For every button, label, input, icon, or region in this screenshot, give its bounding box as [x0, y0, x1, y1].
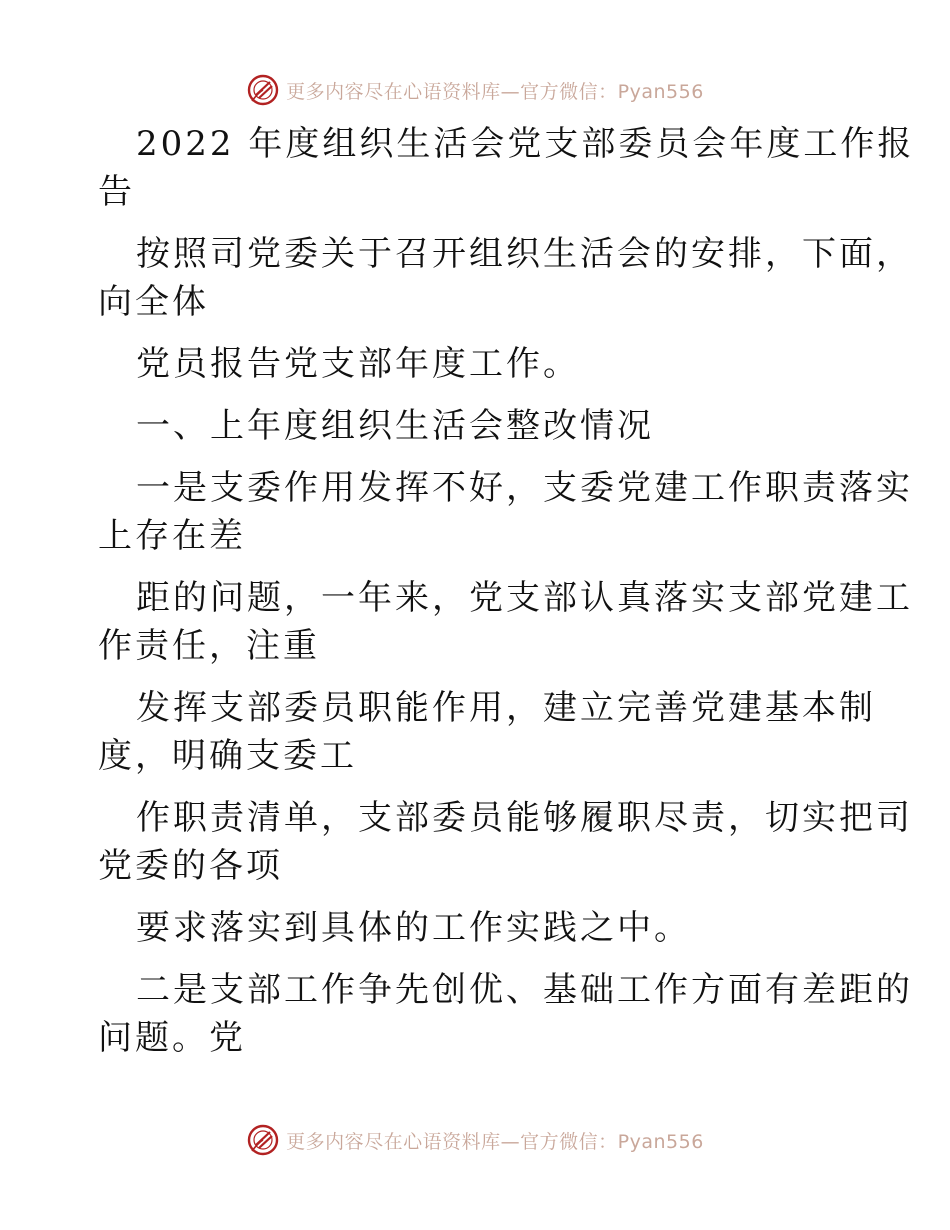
watermark-text: 更多内容尽在心语资料库—官方微信：Pyan556 [286, 80, 704, 103]
text-line: 2022 年度组织生活会党支部委员会年度工作报 [136, 124, 915, 164]
watermark-text: 更多内容尽在心语资料库—官方微信：Pyan556 [286, 1130, 704, 1153]
text-line: 二是支部工作争先创优、基础工作方面有差距的 [136, 970, 913, 1010]
text-line: 发挥支部委员职能作用，建立完善党建基本制 [136, 688, 876, 728]
text-line: 按照司党委关于召开组织生活会的安排，下面， [136, 234, 913, 274]
text-line: 距的问题，一年来，党支部认真落实支部党建工 [136, 578, 913, 618]
footer-watermark [246, 1123, 704, 1157]
text-line: 要求落实到具体的工作实践之中。 [136, 908, 691, 948]
text-line: 作职责清单，支部委员能够履职尽责，切实把司 [136, 798, 913, 838]
circular-seal-logo-icon [246, 73, 280, 107]
footer-watermark-banner [0, 1120, 950, 1160]
document-body [98, 120, 915, 1062]
circular-seal-logo-icon [246, 1123, 280, 1157]
text-line: 告 [98, 172, 135, 212]
text-line: 党委的各项 [98, 846, 283, 886]
text-line: 一是支委作用发挥不好，支委党建工作职责落实 [136, 468, 913, 508]
text-line: 上存在差 [98, 516, 246, 556]
header-watermark-banner [0, 70, 950, 110]
text-line: 作责任，注重 [98, 626, 320, 666]
text-line: 党员报告党支部年度工作。 [136, 344, 580, 384]
section-heading: 一、上年度组织生活会整改情况 [136, 406, 654, 446]
text-line: 问题。党 [98, 1018, 246, 1058]
header-watermark [246, 73, 704, 107]
text-line: 度，明确支委工 [98, 736, 357, 776]
text-line: 向全体 [98, 282, 209, 322]
